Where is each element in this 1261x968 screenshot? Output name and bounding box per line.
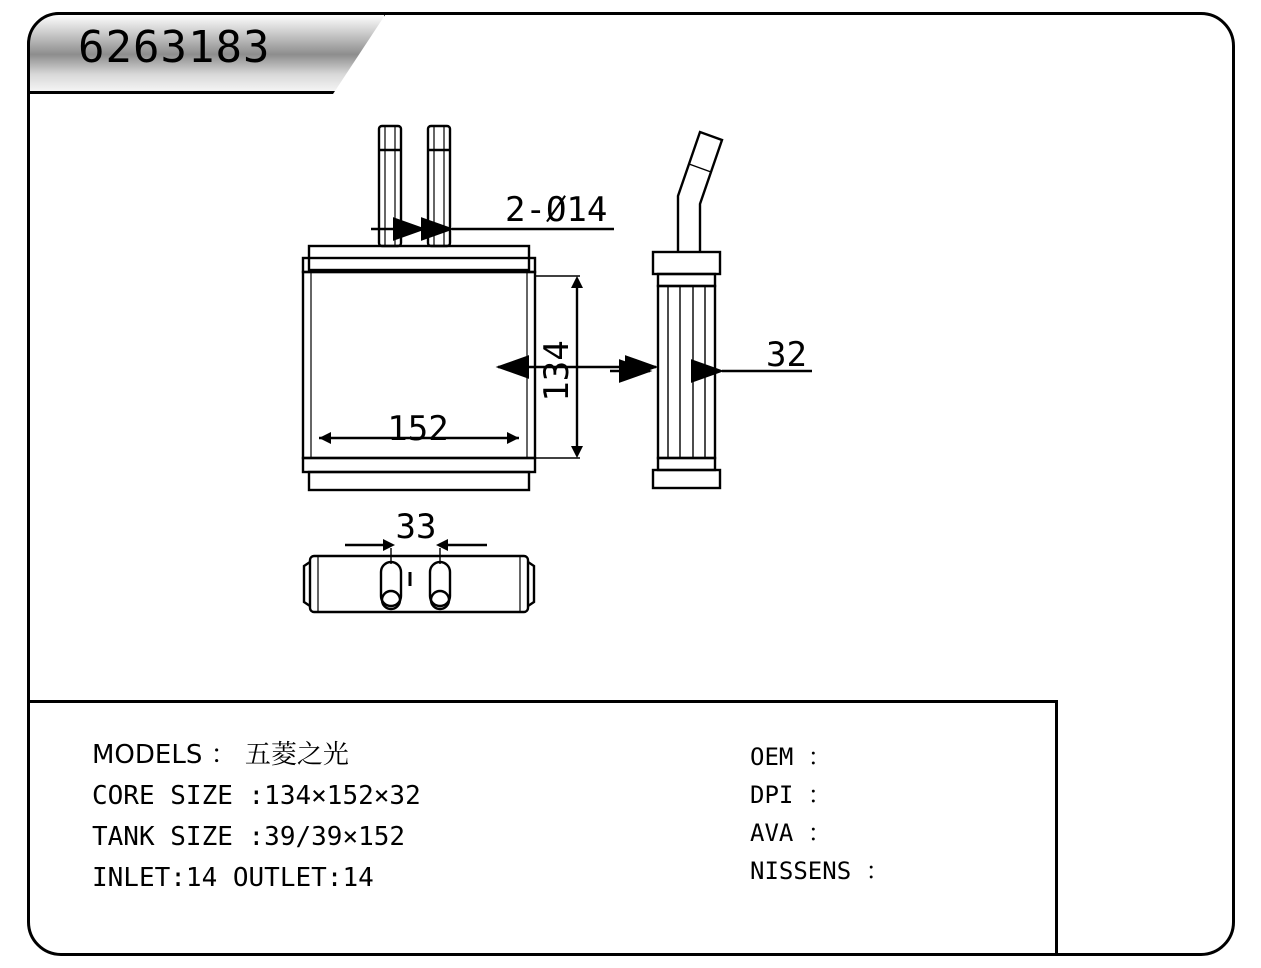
info-core-size: CORE SIZE :134×152×32	[92, 781, 421, 811]
dim-label-core-height: 134	[537, 340, 577, 402]
vertical-divider	[1055, 700, 1058, 956]
part-number: 6263183	[78, 22, 271, 73]
info-models: MODELS ： 五菱之光	[92, 740, 349, 770]
dim-label-core-width: 152	[387, 409, 449, 449]
info-ava: AVA ：	[750, 819, 832, 847]
info-tank-size: TANK SIZE :39/39×152	[92, 822, 406, 852]
dim-label-tube-spacing: 33	[395, 507, 437, 547]
info-nissens: NISSENS ：	[750, 857, 890, 885]
info-dpi: DPI ：	[750, 781, 832, 809]
dim-label-core-depth: 32	[766, 335, 807, 375]
info-oem: OEM ：	[750, 743, 832, 771]
horizontal-divider	[29, 700, 1057, 703]
info-inlet-outlet: INLET:14 OUTLET:14	[92, 863, 374, 893]
info-left-block	[92, 735, 421, 899]
dim-label-inlet-diameter: 2-Ø14	[505, 190, 608, 230]
info-right-block	[750, 738, 890, 890]
